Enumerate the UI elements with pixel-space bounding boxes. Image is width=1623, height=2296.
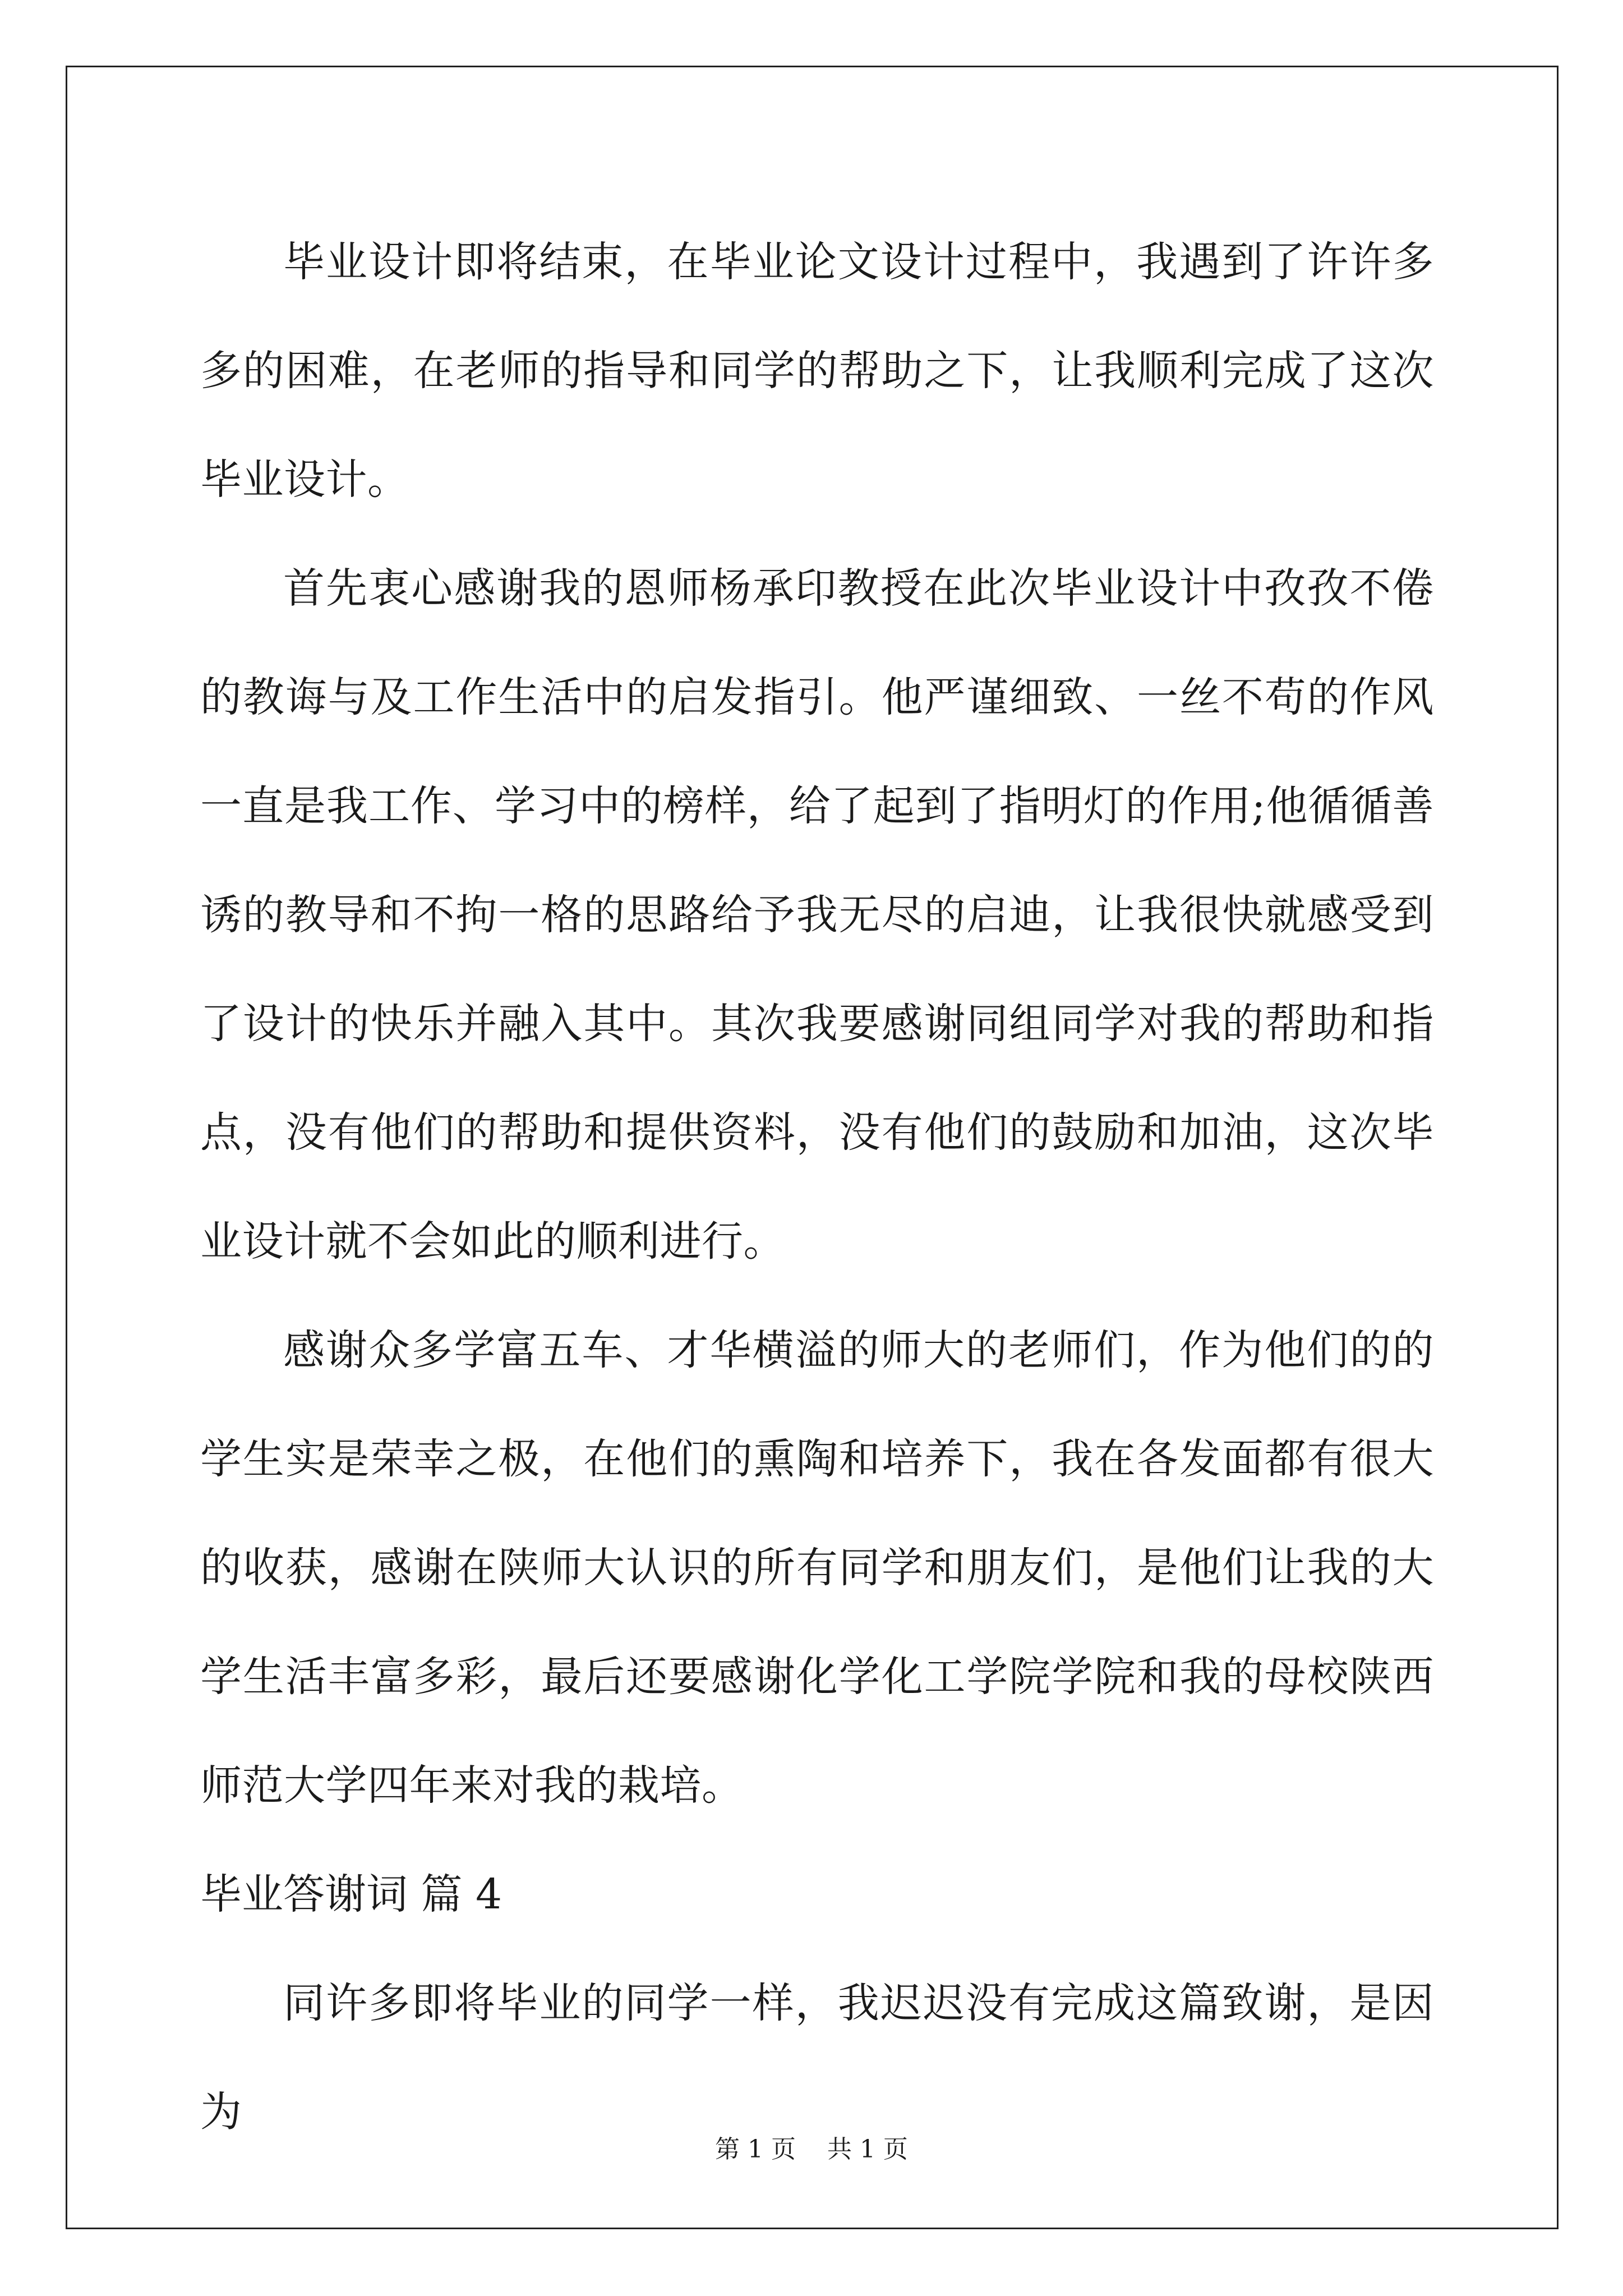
- paragraph-1: 毕业设计即将结束，在毕业论文设计过程中，我遇到了许许多多的困难，在老师的指导和同学的帮助之下，让我顺利完成了这次毕业设计。: [200, 238, 1434, 504]
- paragraph-4: 同许多即将毕业的同学一样，我迟迟没有完成这篇致谢，是因为: [200, 1979, 1434, 2136]
- section-heading: 毕业答谢词 篇 4: [200, 1870, 502, 1918]
- document-body: [200, 208, 1434, 2166]
- paragraph-2: 首先衷心感谢我的恩师杨承印教授在此次毕业设计中孜孜不倦的教诲与及工作生活中的启发指引。他严谨细致、一丝不苟的作风一直是我工作、学习中的榜样，给了起到了指明灯的作用;他循循善诱的教导和不拘一格的思路给予我无尽的启迪，让我很快就感受到了设计的快乐并融入其中。其次我要感谢同组同学对我的帮助和指点，没有他们的帮助和提供资料，没有他们的鼓励和加油，这次毕业设计就不会如此的顺利进行。: [200, 564, 1434, 1266]
- paragraph-3: 感谢众多学富五车、才华横溢的师大的老师们，作为他们的的学生实是荣幸之极，在他们的熏陶和培养下，我在各发面都有很大的收获，感谢在陕师大认识的所有同学和朋友们，是他们让我的大学生活丰富多彩，最后还要感谢化学化工学院学院和我的母校陕西师范大学四年来对我的栽培。: [200, 1326, 1434, 1810]
- page-number-footer: 第 1 页 共 1 页: [715, 2135, 908, 2164]
